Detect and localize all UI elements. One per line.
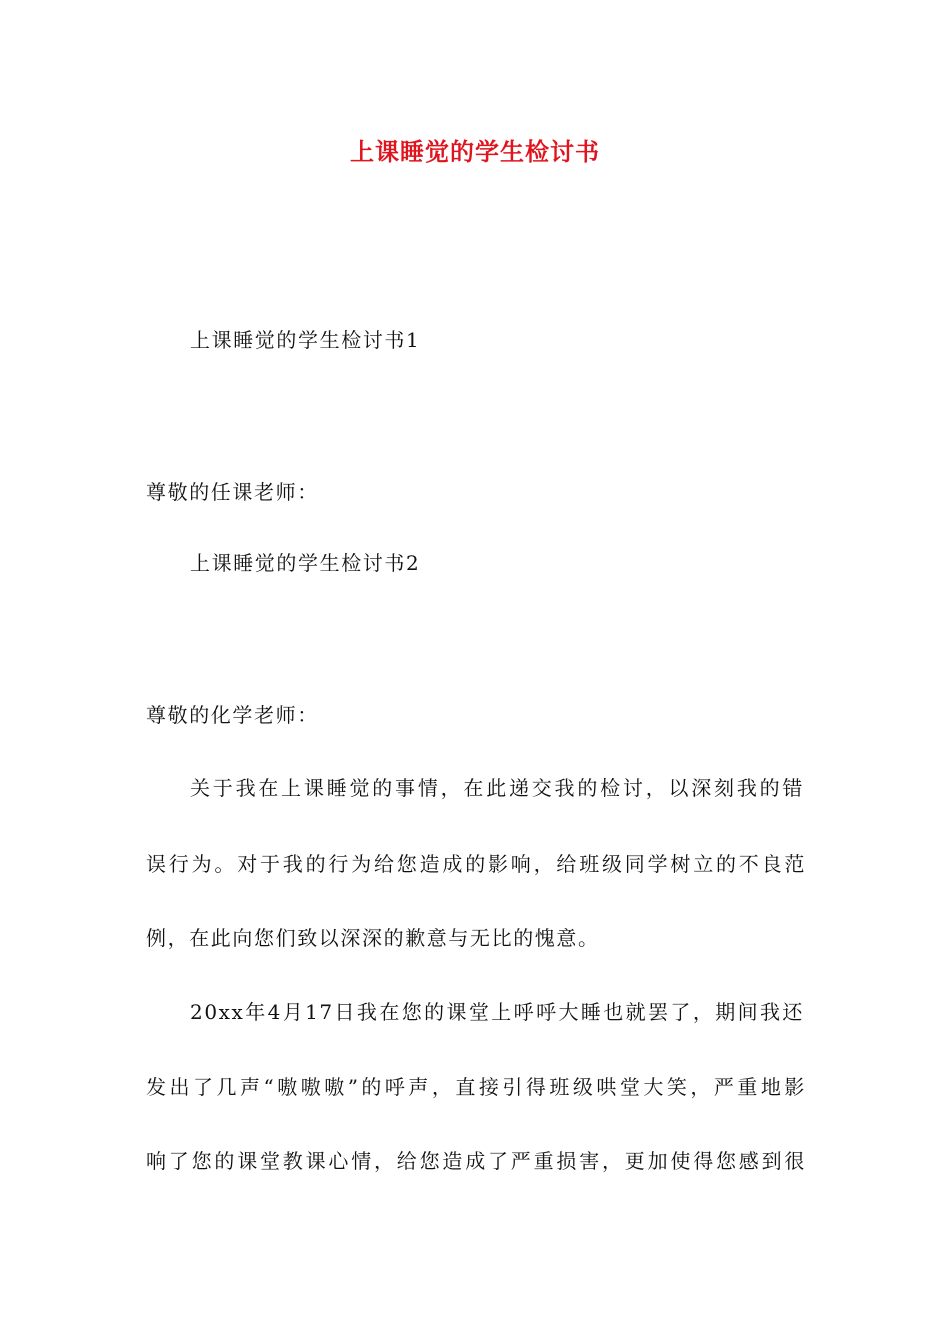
- paragraph-1-line-2: 误行为。对于我的行为给您造成的影响，给班级同学树立的不良范: [146, 852, 806, 876]
- salutation-2: 尊敬的化学老师：: [146, 703, 319, 727]
- document-title: 上课睡觉的学生检讨书: [350, 137, 600, 166]
- paragraph-2-line-1: 20xx年4月17日我在您的课堂上呼呼大睡也就罢了，期间我还: [190, 1000, 804, 1024]
- salutation-1: 尊敬的任课老师：: [146, 480, 319, 504]
- section-heading-2: 上课睡觉的学生检讨书2: [190, 551, 421, 575]
- paragraph-1-line-1: 关于我在上课睡觉的事情，在此递交我的检讨，以深刻我的错: [190, 776, 804, 800]
- paragraph-2-line-3: 响了您的课堂教课心情，给您造成了严重损害，更加使得您感到很: [146, 1149, 806, 1173]
- paragraph-1-line-3: 例，在此向您们致以深深的歉意与无比的愧意。: [146, 926, 600, 950]
- section-heading-1: 上课睡觉的学生检讨书1: [190, 328, 421, 352]
- paragraph-2-line-2: 发出了几声“嗷嗷嗷”的呼声，直接引得班级哄堂大笑，严重地影: [146, 1075, 806, 1099]
